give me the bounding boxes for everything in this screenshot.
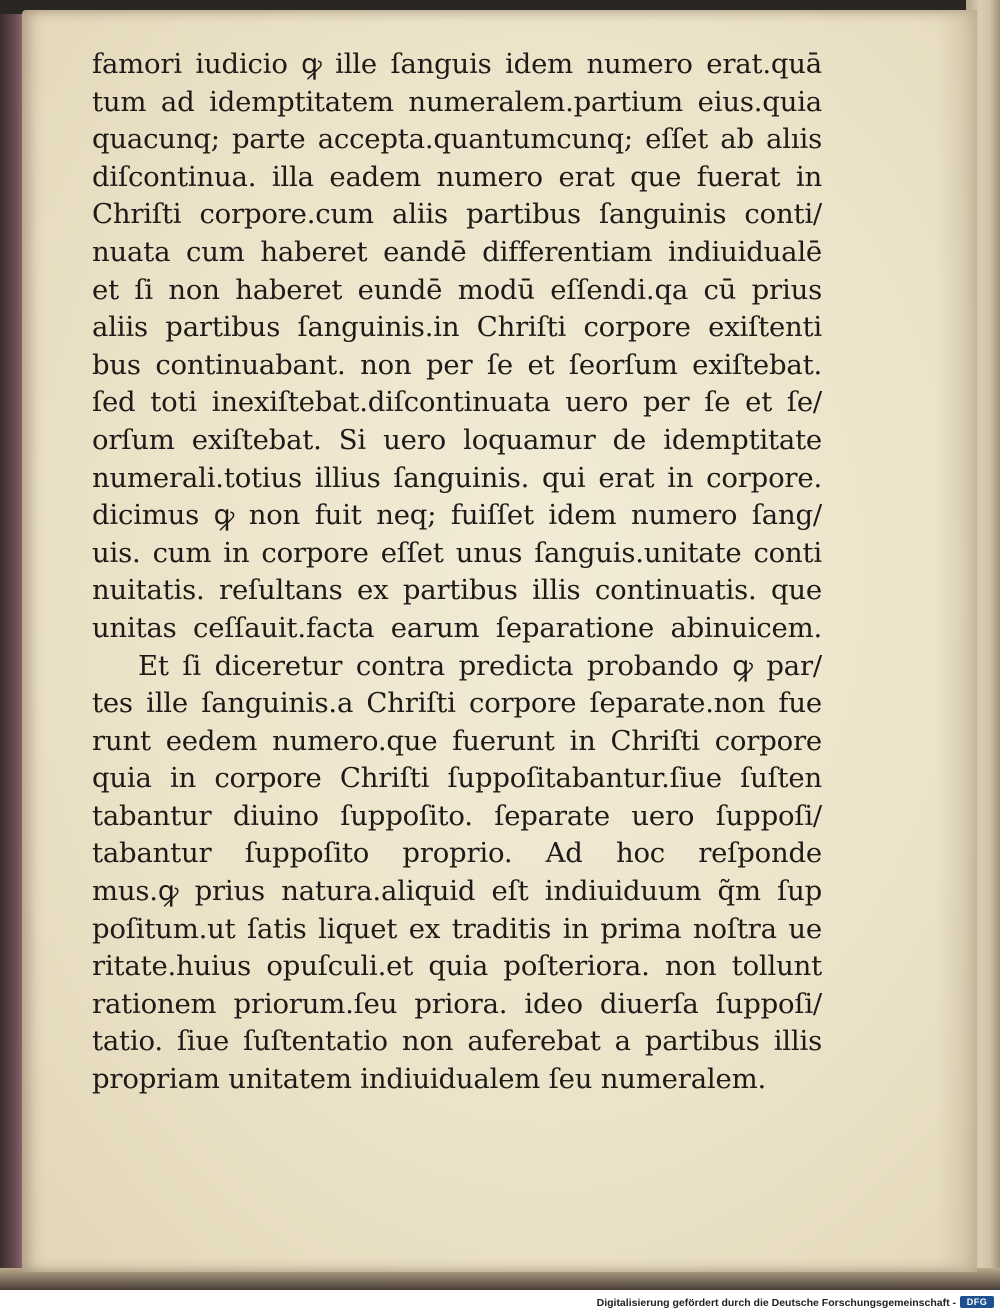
text-line: runt eedem numero.que fuerunt in Chriſti corpore: [92, 724, 822, 757]
text-line: ritate.huius opuſculi.et quia poſteriora. non tollunt: [92, 950, 822, 983]
text-line: nuata cum haberet eandē differentiam indiuidualē: [92, 235, 822, 268]
page-gutter: [937, 10, 977, 1272]
manuscript-page: [22, 10, 977, 1272]
paragraph-start-line: Et ſi diceretur contra predicta probando ꝙ par/: [138, 649, 822, 682]
funding-credit: Digitalisierung gefördert durch die Deutsche Forschungsgemeinschaft -: [596, 1297, 956, 1309]
text-line: tabantur ſuppoſito proprio. Ad hoc reſponde: [92, 837, 822, 870]
text-line: quia in corpore Chriſti ſuppoſitabantur.ſiue ſuſten: [92, 762, 822, 795]
text-line: dicimus ꝙ non fuit neq; fuiſſet idem numero ſang/: [92, 499, 822, 532]
text-line: numerali.totius illius ſanguinis. qui erat in corpore.: [92, 461, 822, 494]
text-line: tum ad idemptitatem numeralem.partium eius.quia: [92, 85, 822, 118]
text-line: famori iudicio ꝙ ille ſanguis idem numero erat.quā: [92, 48, 822, 80]
text-line: tatio. ſiue ſuſtentatio non auferebat a partibus illis: [92, 1025, 822, 1058]
text-line: quacunq; parte accepta.quantumcunq; eſſet ab alıis: [92, 123, 822, 156]
text-line: mus.ꝙ prius natura.aliquid eſt indiuiduum q̃m ſup: [92, 875, 822, 908]
text-line: unitas ceſſauit.facta earum ſeparatione abinuicem.: [92, 611, 822, 644]
text-line: tes ille ſanguinis.a Chriſti corpore ſeparate.non fue: [92, 687, 822, 720]
dfg-logo: DFG: [960, 1296, 994, 1308]
text-line: ſed toti inexiſtebat.diſcontinuata uero per ſe et ſe/: [92, 386, 822, 419]
text-block: [92, 46, 822, 1099]
text-line: uis. cum in corpore eſſet unus ſanguis.unitate conti: [92, 536, 822, 569]
text-line: nuitatis. reſultans ex partibus illis continuatis. que: [92, 574, 822, 607]
text-line: propriam unitatem indiuidualem ſeu numeralem.: [92, 1063, 766, 1096]
text-line: aliis partibus ſanguinis.in Chriſti corpore exiſtenti: [92, 311, 822, 344]
text-line: et ſi non haberet eundē modū eſſendi.qa cū prius: [92, 273, 822, 306]
text-line: rationem priorum.ſeu priora. ideo diuerſa ſuppoſi/: [92, 987, 822, 1020]
text-line: Chriſti corpore.cum aliis partibus ſanguinis conti/: [92, 198, 822, 231]
text-line: tabantur diuino ſuppoſito. ſeparate uero ſuppoſi/: [92, 799, 822, 832]
text-line: orſum exiſtebat. Si uero loquamur de idemptitate: [92, 423, 822, 456]
text-line: bus continuabant. non per ſe et ſeorſum exiſtebat.: [92, 348, 822, 381]
text-line: diſcontinua. illa eadem numero erat que fuerat in: [92, 160, 822, 193]
text-line: poſitum.ut ſatis liquet ex traditis in prima noſtra ue: [92, 912, 822, 945]
